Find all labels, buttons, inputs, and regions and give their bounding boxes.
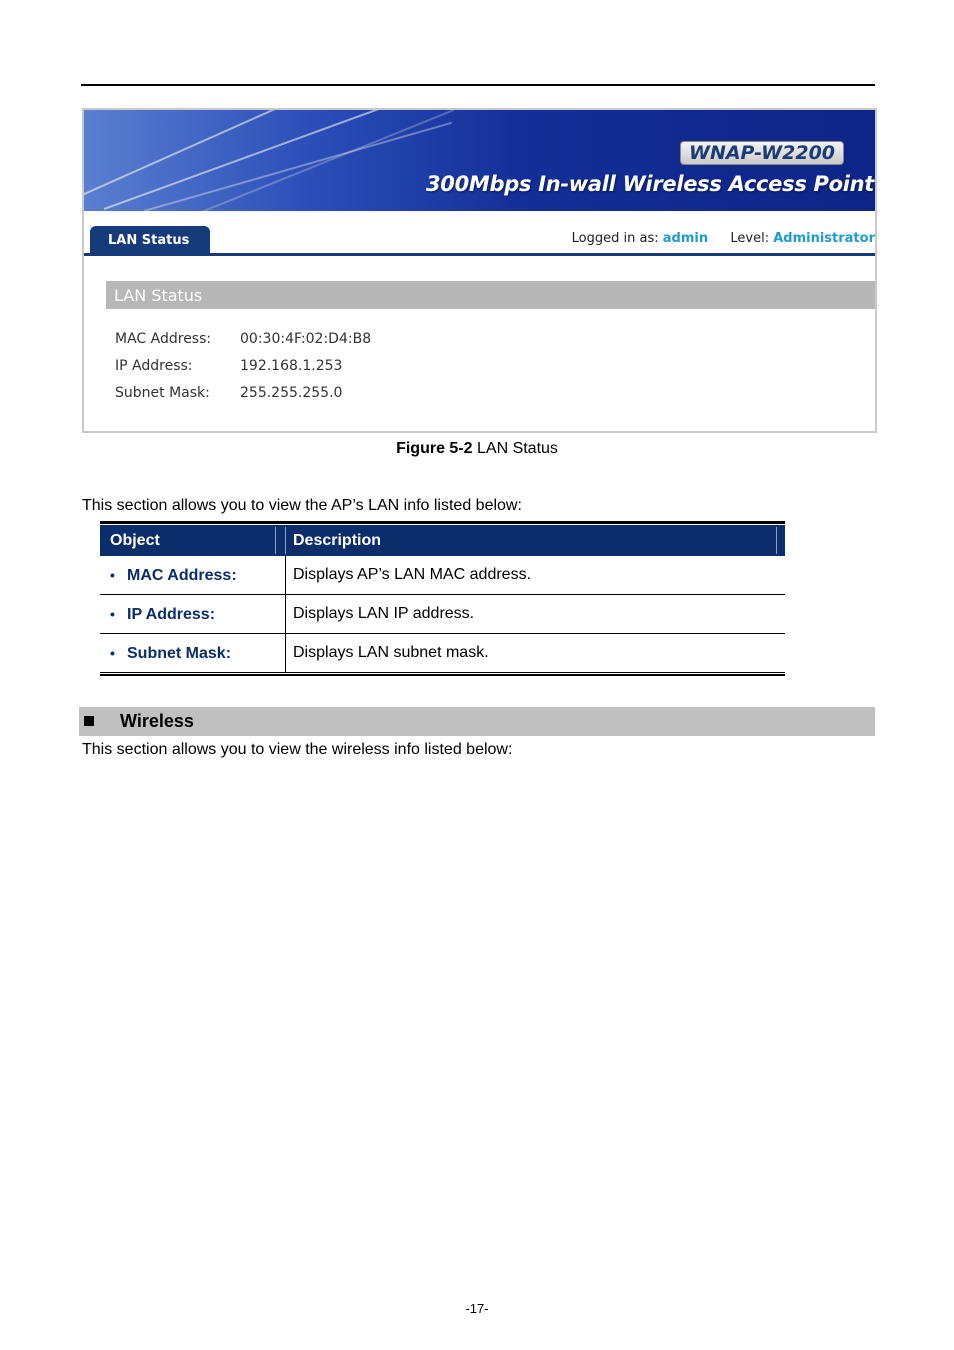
logged-in-label: Logged in as: [571, 231, 659, 246]
level-label: Level: [730, 231, 770, 246]
row-object-label: MAC Address: [127, 567, 237, 584]
logged-in-user: admin [662, 231, 709, 246]
row-description: Displays LAN IP address. [293, 605, 475, 622]
square-bullet-icon [84, 716, 94, 726]
header-divider [285, 527, 286, 554]
tab-underline [84, 253, 875, 256]
table-row [100, 556, 785, 595]
ip-address-value: 192.168.1.253 [240, 358, 343, 374]
header-object: Object [110, 532, 160, 549]
section-title: LAN Status [106, 281, 875, 309]
figure-label: Figure 5-2 [396, 440, 473, 457]
table-row [100, 634, 785, 673]
bullet-icon: • [110, 645, 115, 661]
product-title: 300Mbps In-wall Wireless Access Point [426, 172, 875, 196]
row-object [110, 556, 237, 594]
product-banner [84, 110, 875, 211]
table-column-divider [285, 556, 286, 673]
banner-streak [84, 110, 302, 204]
level-value: Administrator [773, 231, 875, 246]
bullet-icon: • [110, 606, 115, 622]
tab-lan-status[interactable]: LAN Status [90, 226, 210, 255]
wireless-heading-text: Wireless [120, 711, 194, 731]
table-top-rule [100, 521, 785, 524]
row-object [110, 595, 215, 633]
banner-streak [144, 122, 452, 211]
header-rule [81, 84, 875, 86]
mac-address-value: 00:30:4F:02:D4:B8 [240, 331, 372, 347]
page-number: -17- [465, 1301, 489, 1316]
table-header [100, 525, 785, 556]
wireless-heading [79, 707, 875, 736]
header-divider [776, 527, 777, 554]
figure-title: LAN Status [472, 440, 558, 457]
header-description: Description [293, 532, 382, 549]
ip-address-label: IP Address: [115, 358, 193, 374]
row-object [110, 634, 231, 672]
lan-intro-text: This section allows you to view the AP’s LAN info listed below: [82, 497, 522, 514]
lan-status-screenshot [82, 108, 877, 433]
row-description: Displays LAN subnet mask. [293, 644, 489, 661]
table-bottom-rule [100, 672, 785, 676]
figure-caption [0, 440, 954, 458]
header-divider [275, 527, 276, 554]
subnet-mask-label: Subnet Mask: [115, 385, 210, 401]
subnet-mask-value: 255.255.255.0 [240, 385, 343, 401]
model-badge: WNAP-W2200 [680, 141, 844, 165]
mac-address-label: MAC Address: [115, 331, 212, 347]
row-object-label: Subnet Mask: [127, 645, 232, 662]
table-row [100, 595, 785, 634]
row-object-label: IP Address: [127, 606, 216, 623]
row-description: Displays AP’s LAN MAC address. [293, 566, 532, 583]
wireless-intro-text: This section allows you to view the wireless info listed below: [82, 741, 513, 758]
bullet-icon: • [110, 567, 115, 583]
session-info [572, 231, 875, 246]
